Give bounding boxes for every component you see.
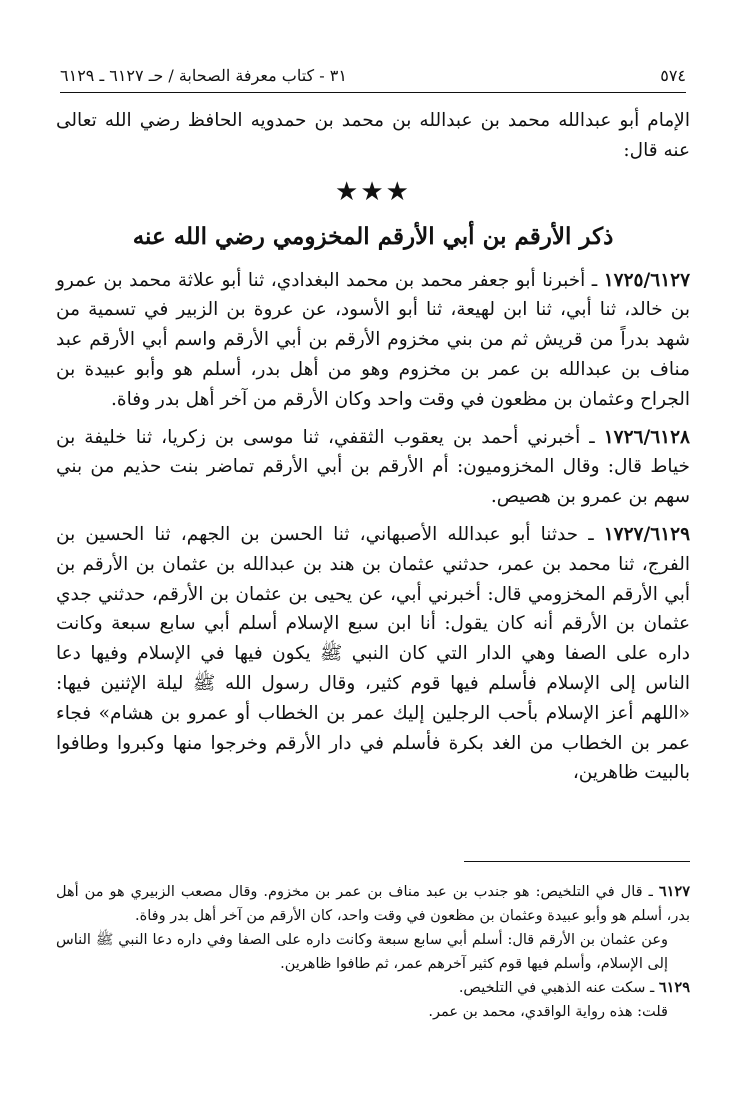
footnote — [56, 880, 690, 928]
footnote-text: وعن عثمان بن الأرقم قال: أسلم أبي سابع سبعة وكانت داره على الصفا وفي داره دعا النبي ﷺ الناس إلى الإسلام، وأسلم فيها قوم كثير آخرهم عمر، ثم طافوا ظاهرين. — [56, 932, 668, 972]
entry-number: ١٧٢٥/٦١٢٧ — [603, 269, 690, 291]
running-title: ٣١ - كتاب معرفة الصحابة / حـ ٦١٢٧ ـ ٦١٢٩ — [60, 66, 347, 85]
footnote-text: قلت: هذه رواية الواقدي، محمد بن عمر. — [428, 1004, 668, 1020]
entry-text: ـ حدثنا أبو عبدالله الأصبهاني، ثنا الحسن بن الجهم، ثنا الحسين بن الفرج، ثنا محمد بن عمر، حدثني عثمان بن هند بن عبدالله بن عثمان بن الأرقم بن أبي الأرقم المخزومي قال: أخبرني أبي، عن يحيى بن عثمان بن الأرقم، حدثني جدي عثمان بن الأرقم أنه كان يقول: أنا ابن سبع الإسلام أسلم أبي سابع سبعة وكانت داره على الصفا وهي الدار التي كان النبي ﷺ يكون فيها في الإسلام وفيها دعا الناس إلى الإسلام فأسلم فيها قوم كثير، وقال رسول الله ﷺ ليلة الإثنين فيها: «اللهم أعز الإسلام بأحب الرجلين إليك عمر بن الخطاب أو عمرو بن هشام» فجاء عمر بن الخطاب من الغد بكرة فأسلم في دار الأرقم وخرجوا منها وكبروا وطافوا بالبيت ظاهرين، — [56, 523, 690, 784]
entry-number: ١٧٢٧/٦١٢٩ — [603, 523, 690, 545]
hadith-entry — [56, 423, 690, 512]
page-header — [60, 62, 686, 93]
footnote-divider — [464, 861, 690, 862]
footnotes — [56, 880, 690, 1024]
intro-paragraph: الإمام أبو عبدالله محمد بن عبدالله بن محمد بن حمدويه الحافظ رضي الله تعالى عنه قال: — [56, 110, 690, 161]
footnote-text: ـ قال في التلخيص: هو جندب بن عبد مناف بن عمر بن مخزوم. وقال مصعب الزبيري هو من أهل بدر، أسلم هو وأبو عبيدة وعثمان بن مظعون في وقت واحد، كان الأرقم من آخر أهل بدر وفاة. — [56, 884, 690, 924]
page-number: ٥٧٤ — [660, 66, 686, 85]
main-text — [56, 106, 690, 796]
stars-separator: ★★★ — [335, 176, 411, 207]
section-heading: ذكر الأرقم بن أبي الأرقم المخزومي رضي الله عنه — [132, 222, 614, 250]
footnote — [56, 976, 690, 1000]
footnote-text: ـ سكت عنه الذهبي في التلخيص. — [458, 980, 655, 996]
entry-text: ـ أخبرنا أبو جعفر محمد بن محمد البغدادي، ثنا أبو علاثة محمد بن عمرو بن خالد، ثنا أبي، ثنا ابن لهيعة، ثنا أبو الأسود، عن عروة بن الزبير في تسمية من شهد بدراً من قريش ثم من بني مخزوم الأرقم بن أبي الأرقم واسم أبي الأرقم عبد مناف بن عبدالله بن عمر بن مخزوم وهو من أهل بدر، أسلم هو وأبو عبيدة بن الجراح وعثمان بن مظعون في وقت واحد وكان الأرقم من آخر أهل بدر وفاة. — [56, 269, 690, 410]
footnote-number: ٦١٢٧ — [658, 883, 691, 900]
hadith-entry — [56, 520, 690, 788]
footnote — [56, 928, 690, 976]
entry-number: ١٧٢٦/٦١٢٨ — [603, 426, 690, 448]
hadith-entry — [56, 266, 690, 415]
entry-text: ـ أخبرني أحمد بن يعقوب الثقفي، ثنا موسى بن زكريا، ثنا خليفة بن خياط قال: وقال المخزوميون: أم الأرقم بن أبي الأرقم تماضر بنت حذيم من بني سهم بن عمرو بن هصيص. — [56, 426, 690, 508]
footnote-number: ٦١٢٩ — [658, 979, 690, 996]
footnote — [56, 1000, 690, 1024]
